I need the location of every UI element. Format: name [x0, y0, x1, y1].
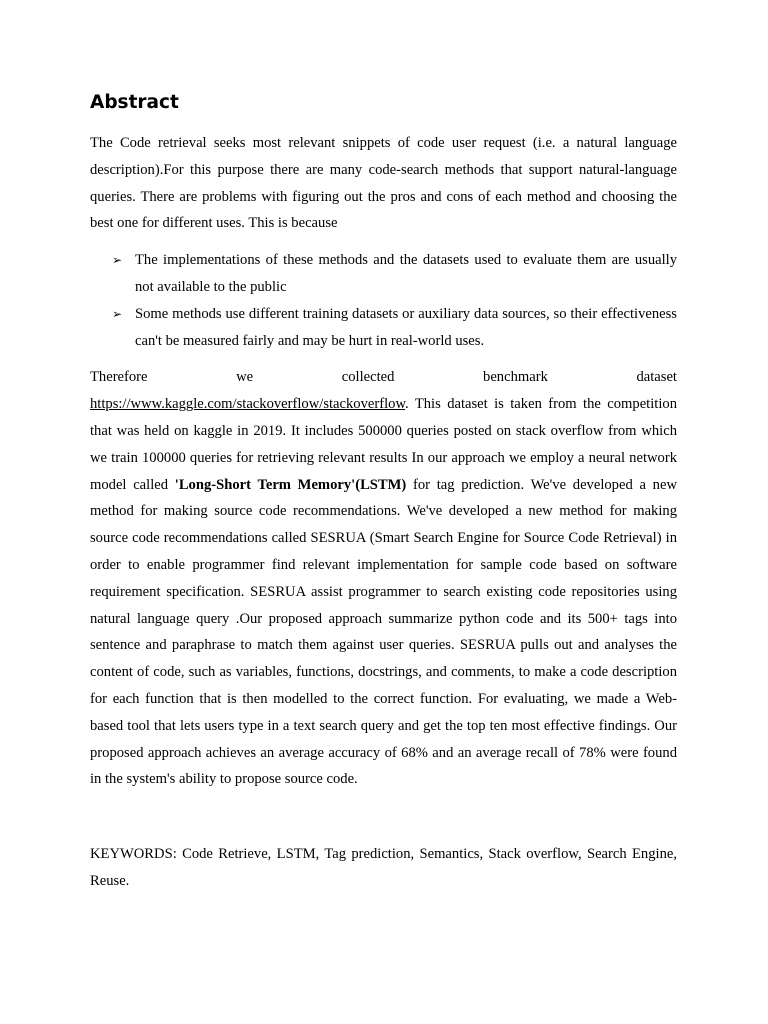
body-text-after-bold: for tag prediction. We've developed a new method for making source code recommendations. We've developed a new method for making source code recommendations called SESRUA (Smart Search Engine for Source Code Retrieval) in order to enable programmer find relevant implementation for sample code based on software requirement specification. SESRUA assist programmer to search existing code repositories using natural language query .Our proposed approach summarize python code and its 500+ tags into sentence and paraphrase to match them against user queries. SESRUA pulls out and analyses the content of code, such as variables, functions, docstrings, and comments, to make a code description for each function that is then modelled to the correct function. For evaluating, we made a Web-based tool that lets users type in a text search query and get the top ten most effective findings. Our proposed approach achieves an average accuracy of 68% and an average recall of 78% were found in the system's ability to propose source code.: [90, 476, 677, 788]
arrow-bullet-icon: ➢: [112, 253, 123, 268]
body-paragraph: [90, 364, 677, 793]
keywords-paragraph: KEYWORDS: Code Retrieve, LSTM, Tag prediction, Semantics, Stack overflow, Search Engine, Reuse.: [90, 846, 677, 889]
body-first-line: Therefore we collected benchmark dataset: [90, 369, 677, 386]
lstm-bold-term: 'Long-Short Term Memory'(LSTM): [174, 476, 407, 493]
intro-paragraph: The Code retrieval seeks most relevant snippets of code user request (i.e. a natural language description).For this purpose there are many code-search methods that support natural-language queries. There are problems with figuring out the pros and cons of each method and choosing the best one for different uses. This is because: [90, 135, 677, 232]
dataset-link[interactable]: https://www.kaggle.com/stackoverflow/stackoverflow: [90, 396, 406, 413]
bullet-item: [90, 247, 677, 301]
bullet-text: Some methods use different training datasets or auxiliary data sources, so their effectiveness can't be measured fairly and may be hurt in real-world uses.: [135, 305, 677, 349]
bullet-item: [90, 301, 677, 355]
document-content: [90, 90, 677, 895]
bullet-text: The implementations of these methods and the datasets used to evaluate them are usually not available to the public: [135, 252, 677, 295]
arrow-bullet-icon: ➢: [112, 306, 123, 321]
abstract-heading: Abstract: [90, 92, 179, 113]
bullet-list: [90, 247, 677, 354]
body-text-after-link: . This dataset is taken from the competition that was held on kaggle in 2019. It includes 500000 queries posted on stack overflow from which we train 100000 queries for retrieving relevant results In our approach we employ a neural network model called: [90, 396, 677, 493]
